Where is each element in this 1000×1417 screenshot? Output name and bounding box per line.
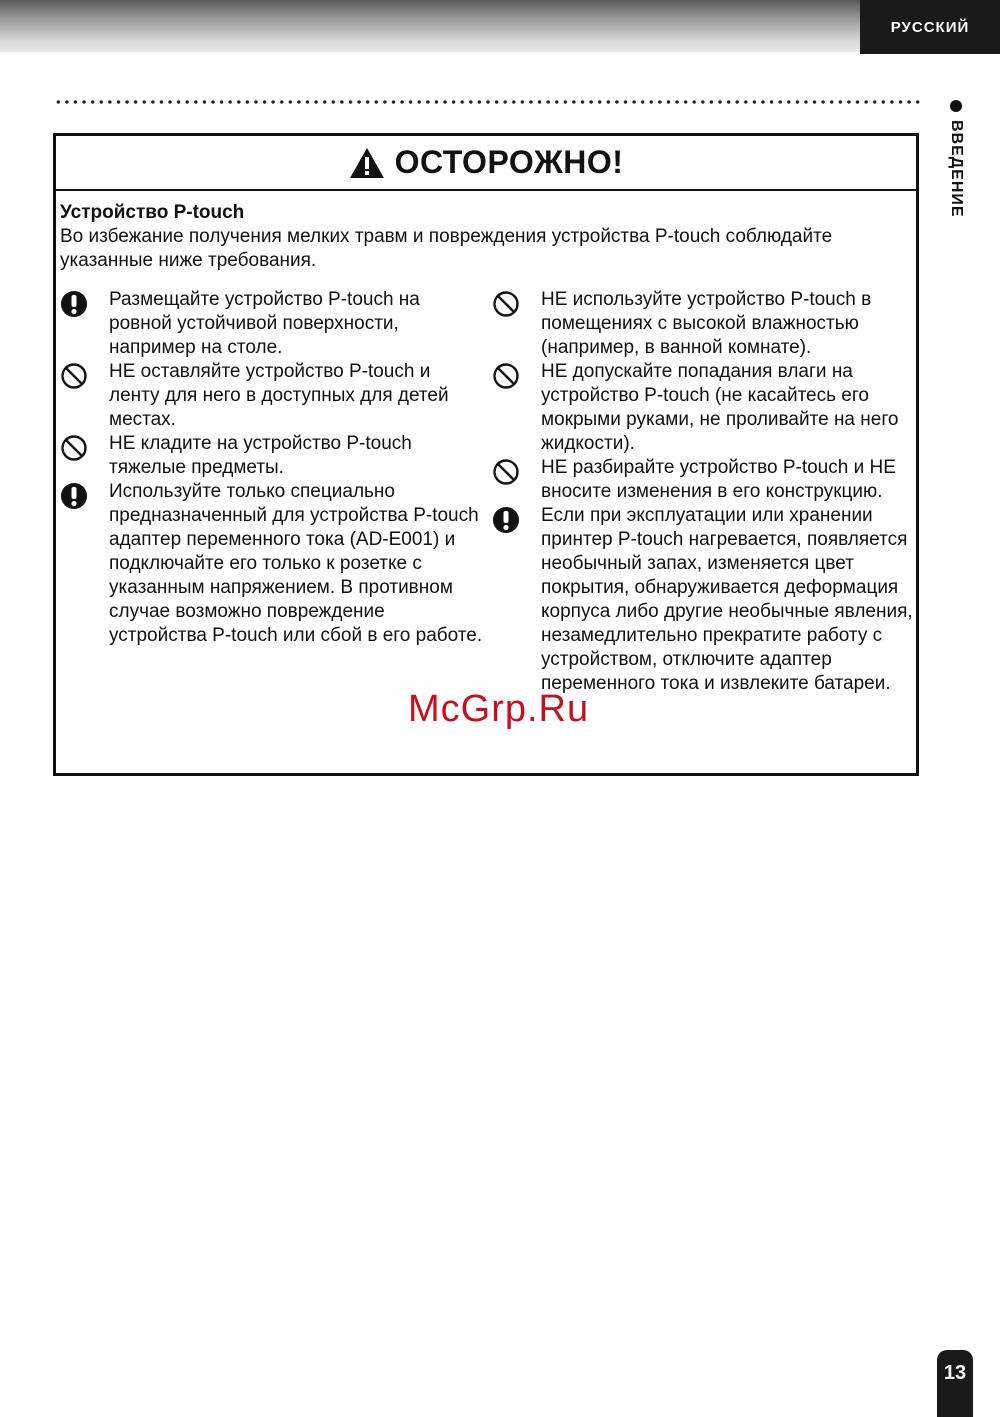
caution-title: ОСТОРОЖНО! bbox=[394, 144, 624, 180]
list-item bbox=[492, 504, 916, 696]
prohibited-icon bbox=[492, 362, 520, 390]
section-title: Устройство P-touch bbox=[60, 202, 245, 223]
item-text: Размещайте устройство P-touch на ровной устойчивой поверхности, например на столе. bbox=[109, 289, 420, 358]
list-item bbox=[492, 288, 916, 360]
item-text: Используйте только специально предназначенный для устройства P-touch адаптер переменного тока (AD-E001) и подключайте его только к розетке с указанным напряжением. В противном случае возможно повреждение устройства P-touch или сбой в его работе. bbox=[109, 481, 483, 646]
section-block bbox=[56, 191, 916, 273]
page-number: 13 bbox=[943, 1362, 967, 1384]
language-tab-label: РУССКИЙ bbox=[890, 18, 970, 36]
item-text: НЕ допускайте попадания влаги на устройство P-touch (не касайтесь его мокрыми руками, не проливайте на него жидкости). bbox=[541, 361, 899, 454]
side-section-tab bbox=[944, 100, 968, 218]
list-item bbox=[60, 480, 485, 648]
caution-box bbox=[53, 133, 919, 776]
dotted-divider bbox=[54, 99, 920, 105]
prohibited-icon bbox=[60, 434, 88, 462]
prohibited-icon bbox=[492, 458, 520, 486]
list-item bbox=[60, 360, 485, 432]
prohibited-icon bbox=[60, 362, 88, 390]
header-gradient-bar bbox=[0, 0, 860, 54]
caution-header bbox=[56, 136, 916, 191]
list-item bbox=[60, 288, 485, 360]
item-text: НЕ оставляйте устройство P-touch и ленту для него в доступных для детей местах. bbox=[109, 361, 449, 430]
bullet-icon bbox=[950, 100, 962, 112]
item-text: НЕ разбирайте устройство P-touch и НЕ вносите изменения в его конструкцию. bbox=[541, 457, 896, 502]
list-item bbox=[492, 360, 916, 456]
page-number-tab bbox=[937, 1350, 973, 1417]
item-text: Если при эксплуатации или хранении принтер P-touch нагревается, появляется необычный запах, изменяется цвет покрытия, обнаруживается деформация корпуса либо другие необычные явления, незамедлительно прекратите работу с устройством, отключите адаптер переменного тока и извлеките батареи. bbox=[541, 505, 913, 694]
side-section-label: ВВЕДЕНИЕ bbox=[948, 120, 965, 218]
mandatory-icon bbox=[60, 482, 88, 510]
watermark: McGrp.Ru bbox=[408, 688, 590, 730]
mandatory-icon bbox=[492, 506, 520, 534]
item-text: НЕ кладите на устройство P-touch тяжелые предметы. bbox=[109, 433, 412, 478]
language-tab bbox=[860, 0, 1000, 54]
warning-triangle-icon bbox=[349, 147, 385, 179]
right-column bbox=[492, 288, 916, 696]
mandatory-icon bbox=[60, 290, 88, 318]
section-intro: Во избежание получения мелких травм и повреждения устройства P-touch соблюдайте указанные ниже требования. bbox=[60, 226, 833, 271]
left-column bbox=[60, 288, 485, 648]
list-item bbox=[60, 432, 485, 480]
item-text: НЕ используйте устройство P-touch в помещениях с высокой влажностью (например, в ванной комнате). bbox=[541, 289, 872, 358]
prohibited-icon bbox=[492, 290, 520, 318]
list-item bbox=[492, 456, 916, 504]
